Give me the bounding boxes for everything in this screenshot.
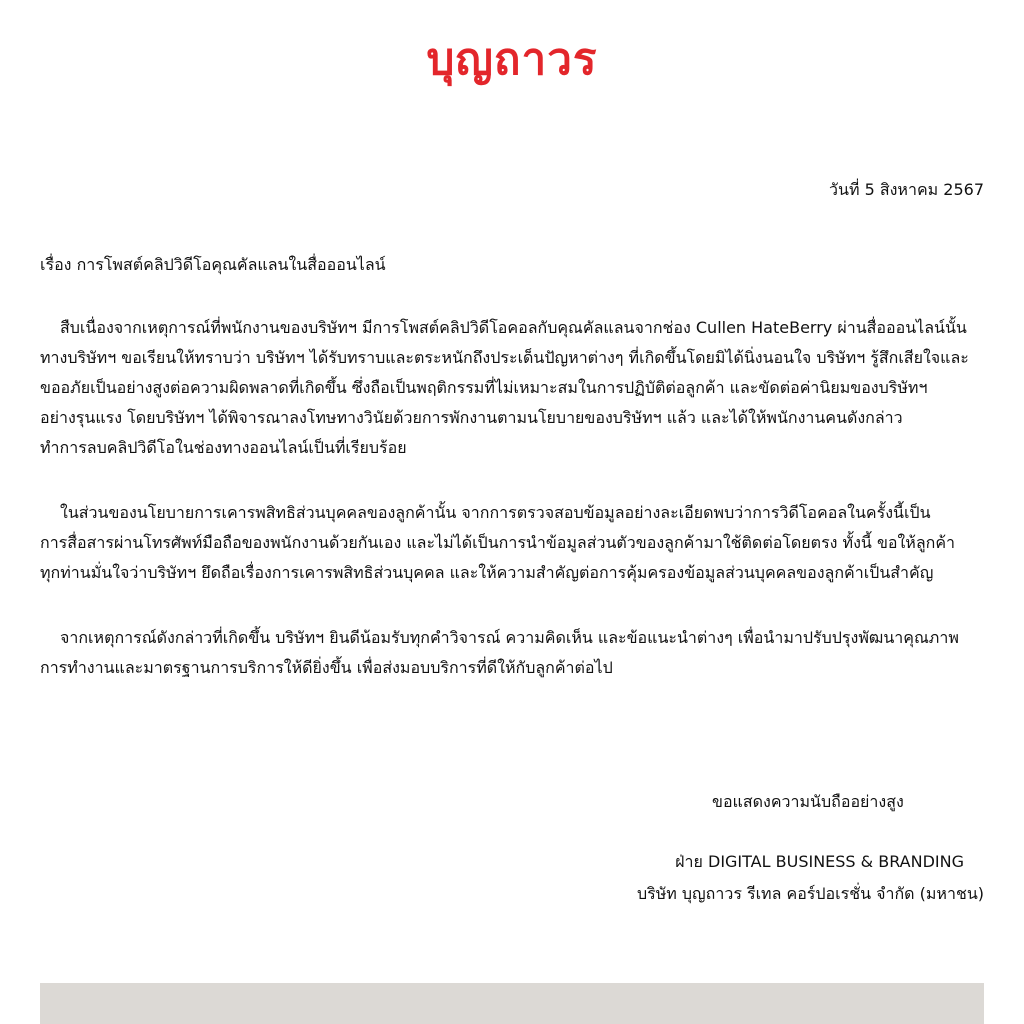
paragraph-line: การทำงานและมาตรฐานการบริการให้ดียิ่งขึ้น เพื่อส่งมอบบริการที่ดีให้กับลูกค้าต่อไป — [40, 658, 613, 677]
paragraph-line: อย่างรุนแรง โดยบริษัทฯ ได้พิจารณาลงโทษทางวินัยด้วยการพักงานตามนโยบายของบริษัทฯ แล้ว และได้ให้พนักงานคนดังกล่าว — [40, 408, 903, 427]
letter-paragraph-3 — [40, 623, 984, 683]
letter-closing: ขอแสดงความนับถืออย่างสูง — [712, 792, 904, 811]
letter-subject: เรื่อง การโพสต์คลิปวิดีโอคุณคัลแลนในสื่อออนไลน์ — [40, 255, 386, 274]
paragraph-line: ทางบริษัทฯ ขอเรียนให้ทราบว่า บริษัทฯ ได้รับทราบและตระหนักถึงประเด็นปัญหาต่างๆ ที่เกิดขึ้นโดยมิได้นิ่งนอนใจ บริษัทฯ รู้สึกเสียใจและ — [40, 348, 969, 367]
paragraph-line: ในส่วนของนโยบายการเคารพสิทธิส่วนบุคคลของลูกค้านั้น จากการตรวจสอบข้อมูลอย่างละเอียดพบว่าการวิดีโอคอลในครั้งนี้เป็น — [60, 503, 931, 522]
letter-paragraph-2 — [40, 498, 984, 588]
footer-band — [40, 983, 984, 1024]
paragraph-line: ทุกท่านมั่นใจว่าบริษัทฯ ยึดถือเรื่องการเคารพสิทธิส่วนบุคคล และให้ความสำคัญต่อการคุ้มครองข้อมูลส่วนบุคคลของลูกค้าเป็นสำคัญ — [40, 563, 934, 582]
paragraph-line: สืบเนื่องจากเหตุการณ์ที่พนักงานของบริษัทฯ มีการโพสต์คลิปวิดีโอคอลกับคุณคัลแลนจากช่อง Cullen HateBerry ผ่านสื่อออนไลน์นั้น — [60, 318, 967, 337]
brand-logo: บุญถาวร — [426, 34, 598, 85]
signature-department: ฝ่าย DIGITAL BUSINESS & BRANDING — [675, 852, 964, 871]
paragraph-line: จากเหตุการณ์ดังกล่าวที่เกิดขึ้น บริษัทฯ ยินดีน้อมรับทุกคำวิจารณ์ ความคิดเห็น และข้อแนะนำต่างๆ เพื่อนำมาปรับปรุงพัฒนาคุณภาพ — [60, 628, 959, 647]
letter-paragraph-1 — [40, 313, 984, 463]
paragraph-line: ทำการลบคลิปวิดีโอในช่องทางออนไลน์เป็นที่เรียบร้อย — [40, 438, 407, 457]
paragraph-line: การสื่อสารผ่านโทรศัพท์มือถือของพนักงานด้วยกันเอง และไม่ได้เป็นการนำข้อมูลส่วนตัวของลูกค้ามาใช้ติดต่อโดยตรง ทั้งนี้ ขอให้ลูกค้า — [40, 533, 956, 552]
signature-company: บริษัท บุญถาวร รีเทล คอร์ปอเรชั่น จำกัด (มหาชน) — [636, 884, 984, 903]
paragraph-line: ขออภัยเป็นอย่างสูงต่อความผิดพลาดที่เกิดขึ้น ซึ่งถือเป็นพฤติกรรมที่ไม่เหมาะสมในการปฏิบัติต่อลูกค้า และขัดต่อค่านิยมของบริษัทฯ — [40, 378, 928, 397]
letter-date: วันที่ 5 สิงหาคม 2567 — [829, 180, 984, 199]
